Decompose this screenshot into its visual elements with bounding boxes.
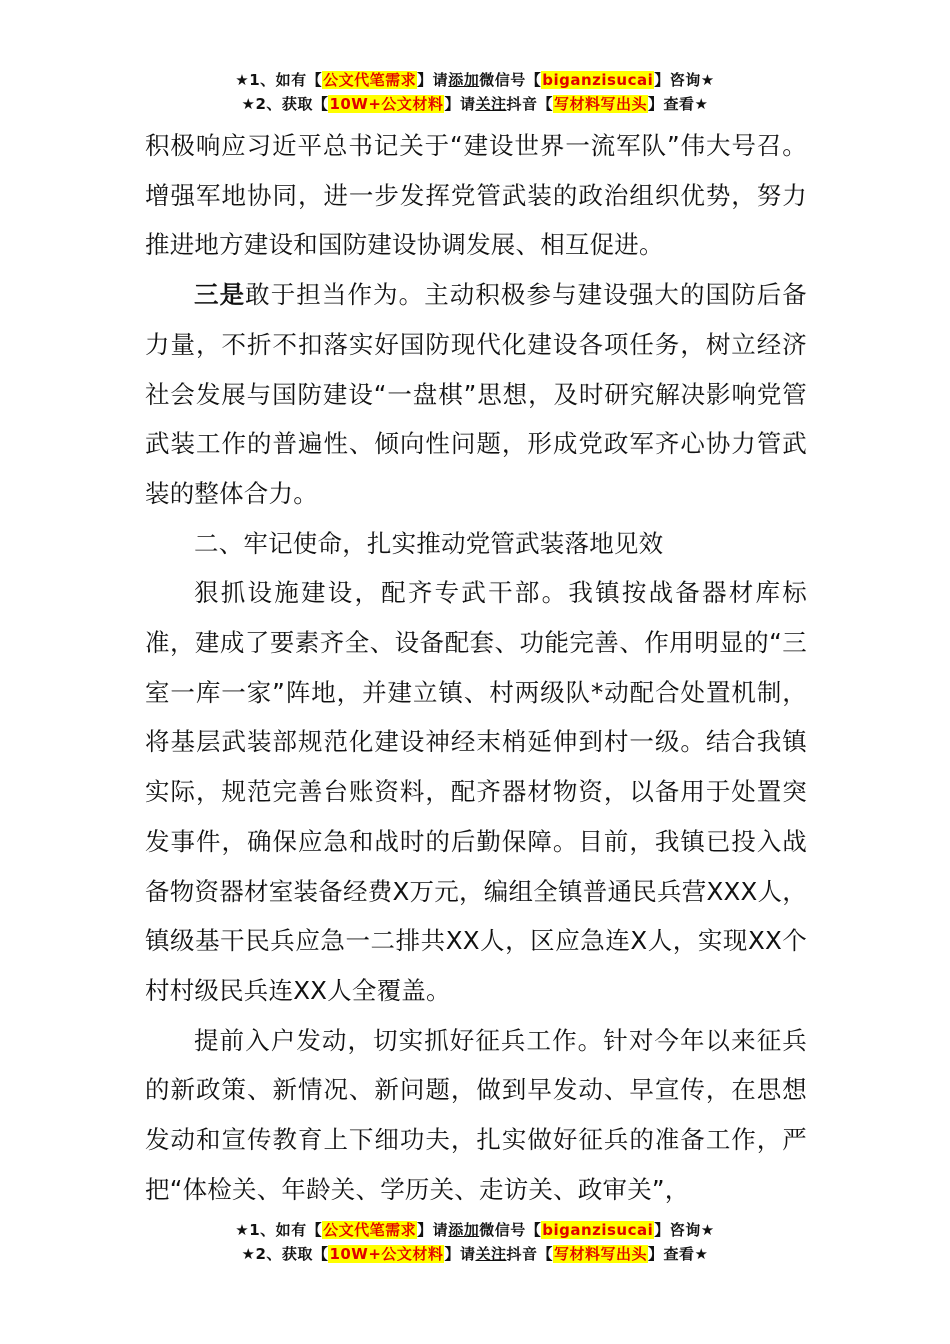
banner-text: 抖音【: [506, 1245, 553, 1263]
banner-text: 】请: [444, 95, 476, 113]
banner-text: ★2、获取【: [241, 1245, 329, 1263]
bottom-banner: [0, 1218, 950, 1266]
banner-highlight: 10W+公文材料: [329, 95, 444, 113]
banner-highlight: 写材料写出头: [553, 95, 647, 113]
paragraph-2: [145, 270, 807, 519]
paragraph-2-text: 敢于担当作为。主动积极参与建设强大的国防后备力量，不折不扣落实好国防现代化建设各项任务，树立经济社会发展与国防建设“一盘棋”思想，及时研究解决影响党管武装工作的普遍性、倾向性问题，形成党政军齐心协力管武装的整体合力。: [145, 280, 807, 508]
banner-underline: 关注: [475, 1245, 507, 1263]
banner-highlight: 公文代笔需求: [323, 71, 417, 89]
banner-line-2: [0, 1242, 950, 1266]
banner-text: 】请: [417, 71, 449, 89]
banner-text: 】请: [444, 1245, 476, 1263]
banner-text: 】查看★: [648, 1245, 709, 1263]
banner-text: 】查看★: [648, 95, 709, 113]
paragraph-4: 提前入户发动，切实抓好征兵工作。针对今年以来征兵的新政策、新情况、新问题，做到早发动、早宣传，在思想发动和宣传教育上下细功夫，扎实做好征兵的准备工作，严把“体检关、年龄关、学历关、走访关、政审关”，: [145, 1025, 807, 1204]
banner-text: 】咨询★: [654, 71, 715, 89]
banner-text: ★1、如有【: [235, 71, 323, 89]
banner-underline: 添加: [448, 71, 480, 89]
banner-highlight: 公文代笔需求: [323, 1221, 417, 1239]
banner-line-2: [0, 92, 950, 116]
paragraph-2-lead: 三是: [194, 280, 246, 310]
document-body: [145, 121, 807, 1214]
banner-text: ★1、如有【: [235, 1221, 323, 1239]
section-heading: 二、牢记使命，扎实推动党管武装落地见效: [194, 528, 664, 558]
banner-underline: 添加: [448, 1221, 480, 1239]
banner-text: 微信号【: [479, 71, 542, 89]
banner-highlight: 写材料写出头: [553, 1245, 647, 1263]
banner-highlight: biganzisucai: [542, 1221, 654, 1239]
paragraph-1: 积极响应习近平总书记关于“建设世界一流军队”伟大号召。增强军地协同，进一步发挥党管武装的政治组织优势，努力推进地方建设和国防建设协调发展、相互促进。: [145, 131, 807, 260]
banner-text: 】请: [417, 1221, 449, 1239]
banner-underline: 关注: [475, 95, 507, 113]
top-banner: [0, 68, 950, 116]
banner-text: 微信号【: [479, 1221, 542, 1239]
banner-text: 抖音【: [506, 95, 553, 113]
banner-highlight: 10W+公文材料: [329, 1245, 444, 1263]
banner-text: ★2、获取【: [241, 95, 329, 113]
paragraph-3: 狠抓设施建设，配齐专武干部。我镇按战备器材库标准，建成了要素齐全、设备配套、功能完善、作用明显的“三室一库一家”阵地，并建立镇、村两级队*动配合处置机制，将基层武装部规范化建设神经末梢延伸到村一级。结合我镇实际，规范完善台账资料，配齐器材物资，以备用于处置突发事件，确保应急和战时的后勤保障。目前，我镇已投入战备物资器材室装备经费X万元，编组全镇普通民兵营XXX人，镇级基干民兵应急一二排共XX人，区应急连X人，实现XX个村村级民兵连XX人全覆盖。: [145, 578, 807, 1005]
banner-line-1: [0, 1218, 950, 1242]
banner-text: 】咨询★: [654, 1221, 715, 1239]
banner-highlight: biganzisucai: [542, 71, 654, 89]
banner-line-1: [0, 68, 950, 92]
